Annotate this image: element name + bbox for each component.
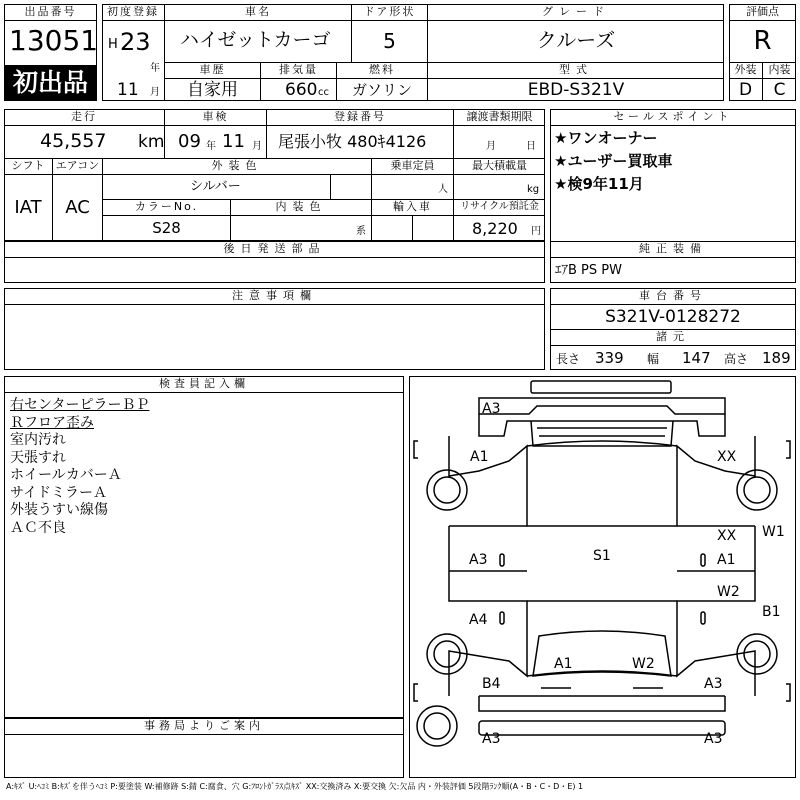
- note-line: 室内汚れ: [10, 432, 66, 448]
- color-no-label: カラーNo.: [134, 200, 199, 213]
- chassis-number: S321V-0128272: [605, 307, 741, 327]
- year-unit: 年: [150, 63, 160, 74]
- sales-point-3: ★検9年11月: [554, 175, 644, 193]
- transfer-label: 譲渡書類期限: [466, 110, 533, 123]
- damage-mark: B4: [482, 676, 501, 692]
- inspection-year: 09: [178, 131, 201, 152]
- score-label: 評価点: [746, 5, 779, 18]
- import-label: 輸入車: [393, 200, 432, 213]
- damage-mark: S1: [593, 548, 611, 564]
- damage-mark: A1: [470, 449, 489, 465]
- specs-grid: [4, 109, 545, 241]
- insp-year-unit: 年: [206, 141, 216, 152]
- ext-color: シルバー: [190, 179, 241, 194]
- caution-label: 注意事項欄: [232, 289, 317, 302]
- office-label: 事務局よりご案内: [144, 719, 264, 732]
- sales-point-2: ★ユーザー買取車: [554, 152, 673, 170]
- int-color-label: 内装色: [275, 200, 327, 213]
- width-label: 幅: [647, 352, 660, 366]
- rear-bumper-top: [479, 398, 725, 417]
- front-lower-bumper: [479, 721, 725, 735]
- lot-number-label: 出品番号: [24, 5, 77, 18]
- insp-month-unit: 月: [252, 141, 262, 152]
- wheel-front-right: [737, 634, 777, 674]
- wheel-rear-left: [427, 470, 467, 510]
- int-grade: C: [773, 80, 786, 100]
- fuel-label: 燃料: [369, 63, 395, 76]
- spare-wheel: [417, 706, 457, 746]
- ac: AC: [65, 197, 90, 218]
- damage-mark: A3: [469, 552, 488, 568]
- legend: A:ｷｽﾞ U:ﾍｺﾐ B:ｷｽﾞを伴うﾍｺﾐ P:要塗装 W:補修跡 S:錆 C:腐食、穴 G:ﾌﾛﾝﾄｶﾞﾗｽ点ｷｽﾞ XX:交換済み X:要交換 欠:欠品 内・外装評価 5段階ﾗﾝｸ順(A・B・C・D・E) 1: [6, 782, 584, 791]
- capacity-label: 乗車定員: [390, 159, 435, 172]
- reg-number: 尾張小牧 480ｷ4126: [278, 132, 427, 151]
- grade-label: グレード: [542, 5, 610, 18]
- transfer-month-unit: 月: [486, 141, 496, 152]
- capacity-unit: 人: [438, 184, 448, 195]
- damage-mark: B1: [762, 604, 781, 620]
- int-color-unit: 系: [356, 226, 366, 237]
- model-label: 型式: [559, 63, 593, 76]
- damage-mark: A1: [554, 656, 573, 672]
- note-line: Ｒフロア歪み: [10, 414, 94, 431]
- damage-mark: A3: [704, 676, 723, 692]
- door-type: 5: [383, 29, 396, 53]
- score: R: [753, 26, 772, 56]
- sales-point-1: ★ワンオーナー: [554, 129, 658, 147]
- damage-mark: A3: [704, 731, 723, 747]
- note-line: ＡＣ不良: [10, 519, 66, 536]
- sales-points-label: セールスポイント: [613, 110, 733, 123]
- recycle-unit: 円: [531, 226, 541, 237]
- displacement-label: 排気量: [279, 63, 318, 76]
- history-label: 車歴: [199, 63, 226, 76]
- recycle-fee: 8,220: [472, 219, 518, 238]
- ext-grade-label: 外装: [734, 63, 757, 76]
- transfer-day-unit: 日: [526, 141, 536, 152]
- equipment-label: 純正装備: [639, 242, 707, 255]
- car-name-label: 車名: [245, 5, 271, 18]
- body-outline: [479, 414, 725, 436]
- reg-month: 11: [117, 80, 139, 100]
- mileage-unit: km: [138, 132, 165, 152]
- ext-color-label: 外装色: [211, 159, 263, 172]
- damage-mark: A4: [469, 612, 488, 628]
- grade: クルーズ: [536, 28, 616, 52]
- model-code: EBD-S321V: [527, 80, 625, 100]
- note-line: 外装うすい線傷: [10, 502, 108, 518]
- roof-rear-outline: [531, 381, 671, 393]
- inspection-month: 11: [222, 131, 245, 152]
- max-load-unit: kg: [527, 184, 540, 195]
- displacement: 660: [285, 80, 318, 100]
- chassis-label: 車台番号: [639, 289, 707, 302]
- max-load-label: 最大積載量: [472, 159, 527, 172]
- history: 自家用: [187, 80, 238, 100]
- equipment: ｴｱB PS PW: [555, 263, 622, 278]
- note-line: ホイールカバーＡ: [10, 467, 122, 483]
- note-line: 右センターピラーＢＰ: [10, 397, 150, 413]
- inspector-label: 検査員記入欄: [159, 377, 249, 390]
- lot-number: 13051: [9, 24, 99, 57]
- damage-mark: A3: [482, 731, 501, 747]
- displacement-unit: cc: [318, 87, 329, 98]
- car-diagram: [409, 376, 796, 778]
- door-label: ドア形状: [363, 5, 416, 18]
- damage-mark: W2: [717, 584, 740, 600]
- height: 189: [762, 349, 791, 367]
- wheel-rear-right: [737, 470, 777, 510]
- first-listing-badge: 初出品: [4, 65, 97, 101]
- mileage-label: 走行: [71, 110, 97, 123]
- shift-label: シフト: [11, 159, 45, 172]
- height-label: 高さ: [724, 352, 749, 366]
- inspection-label: 車検: [202, 110, 229, 123]
- month-unit: 月: [150, 87, 160, 98]
- note-line: サイドミラーＡ: [10, 484, 108, 501]
- wheel-front-left: [427, 634, 467, 674]
- length: 339: [595, 349, 624, 367]
- recycle-label: リサイクル預託金: [460, 201, 539, 212]
- length-label: 長さ: [556, 352, 581, 366]
- first-reg-label: 初度登録: [107, 5, 159, 18]
- damage-mark: XX: [717, 449, 737, 465]
- mileage: 45,557: [40, 130, 107, 152]
- damage-mark: A3: [482, 401, 501, 417]
- color-no: S28: [152, 219, 181, 237]
- dims-label: 諸元: [656, 330, 690, 343]
- inspector-notes: [10, 397, 149, 537]
- later-parts-label: 後日発送部品: [223, 242, 326, 255]
- ext-grade: D: [738, 80, 753, 100]
- front-bumper: [479, 696, 725, 711]
- reg-number-label: 登録番号: [334, 110, 386, 123]
- car-name: ハイゼットカーゴ: [180, 29, 331, 51]
- note-line: 天張すれ: [10, 449, 66, 466]
- rear-window: [531, 421, 673, 446]
- reg-year: 23: [120, 28, 151, 56]
- width: 147: [682, 349, 711, 367]
- era: H: [108, 37, 118, 52]
- fuel: ガソリン: [351, 81, 412, 99]
- ac-label: エアコン: [55, 159, 100, 172]
- int-grade-label: 内装: [768, 63, 791, 76]
- damage-mark: A1: [717, 552, 736, 568]
- damage-mark: W2: [632, 656, 655, 672]
- damage-mark: XX: [717, 528, 737, 544]
- shift: IAT: [14, 197, 42, 218]
- damage-mark: W1: [762, 524, 785, 540]
